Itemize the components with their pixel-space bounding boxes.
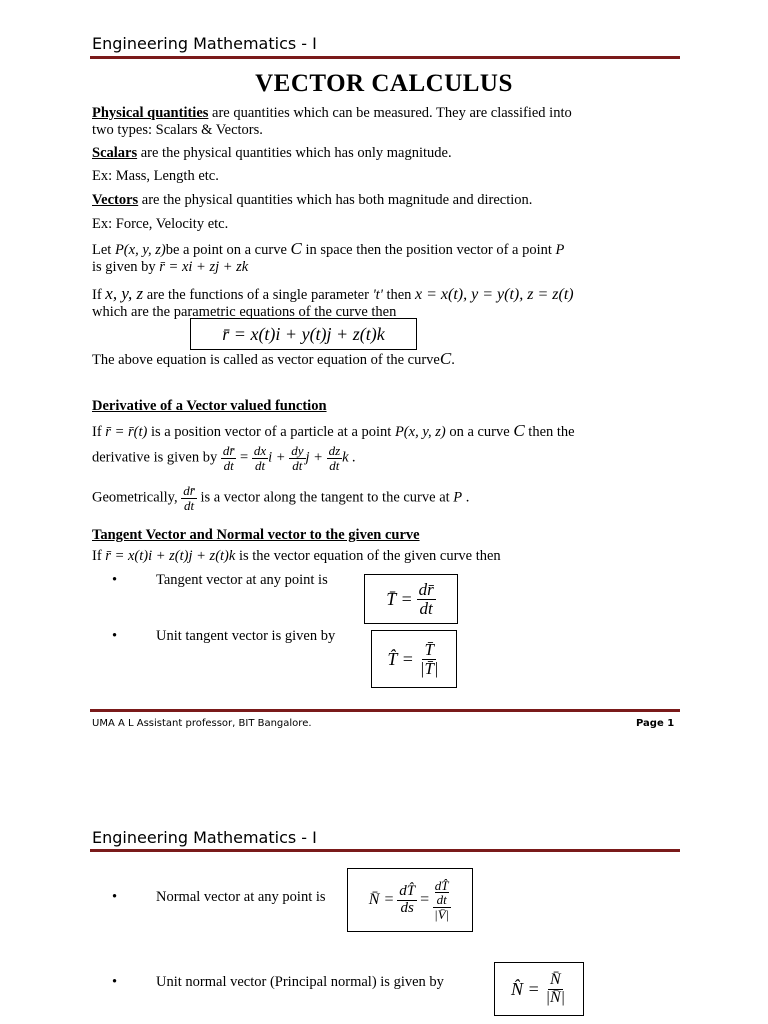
para-text: derivative is given by [92,449,218,466]
example-scalars: Ex: Mass, Length etc. [92,168,219,184]
math-point: P(x, y, z) [114,242,166,258]
frac-dT-ds [397,884,417,917]
page-header: Engineering Mathematics - I [92,34,317,53]
formula-lhs: N̂ = [510,978,540,999]
term-vectors: Vectors [92,192,139,208]
math-t: 't' [372,287,383,303]
math-curve: C [439,349,452,368]
para-position-vector [92,240,564,276]
heading-text: Tangent Vector and Normal vector to the given curve [92,527,420,543]
frac-n-over-abs-n [544,972,567,1007]
numerator: dT̂ [399,882,416,899]
para-text: If [92,287,106,303]
inner-numerator: dT̂ [434,877,449,893]
para-vectors [92,192,532,209]
bullet-dot: • [112,572,118,588]
para-text: is given by [92,259,160,275]
term-physical-quantities: Physical quantities [92,105,209,121]
formula-lhs: T̂ = [387,648,414,669]
math-point-p: P [453,489,463,506]
numerator: dy [291,443,304,458]
frac-t-over-abs-t [418,641,441,678]
denominator: |N̄| [545,988,566,1006]
denominator: dt [292,457,303,473]
para-text: . [451,352,455,368]
numerator: dx [253,443,267,458]
derivative-formula [92,444,356,472]
para-derivative [92,422,575,441]
heading-text: Derivative of a Vector valued function [92,398,327,414]
equals-sign: = [240,449,249,466]
para-text: are the physical quantities which has both magnitude and direction. [138,192,533,208]
para-text: are the physical quantities which has only magnitude. [137,145,452,161]
denominator: dt [329,457,340,473]
para-text: is a position vector of a particle at a point [147,424,395,440]
bullet-unit-normal [112,974,444,991]
para-geometric [92,484,469,512]
vector-equation: r̄ = x(t)i + y(t)j + z(t)k [222,324,385,344]
example-vectors: Ex: Force, Velocity etc. [92,216,229,232]
bullet-text: Unit tangent vector is given by [156,628,336,644]
para-text: The above equation is called as vector equation of the curve [92,352,440,368]
para-parametric [92,285,574,321]
frac-compound [432,879,451,922]
math-point-p: P [555,242,565,258]
unit-k: k . [342,449,356,466]
header-rule [90,56,680,59]
bullet-unit-tangent [112,628,335,645]
para-vector-equation [92,350,455,369]
denominator: dt [183,497,195,513]
frac-dz-dt [327,444,343,472]
footer-author: UMA A L Assistant professor, BIT Bangalore. [92,718,312,729]
bullet-dot: • [112,974,118,990]
numerator: T̄ [424,639,434,659]
denominator: ds [400,899,414,916]
para-text: on a curve [445,424,514,440]
inner-denominator: dt [436,892,447,908]
para-text: If [92,424,106,440]
bullet-text: Unit normal vector (Principal normal) is given by [156,974,444,990]
vector-equation-box [190,318,417,350]
math-position-vector: r̄ = xi + zj + zk [159,259,249,275]
frac-dx-dt [252,444,268,472]
section-heading-derivative [92,398,327,415]
para-text: Geometrically, [92,489,182,506]
numerator: dz [328,443,341,458]
numerator: N̄ [549,970,561,988]
section-heading-tangent [92,527,420,544]
bullet-text: Tangent vector at any point is [156,572,328,588]
term-scalars: Scalars [92,145,138,161]
math-r-of-t: r̄ = r̄(t) [105,424,148,440]
para-text: If [92,548,106,564]
para-scalars [92,145,452,162]
bullet-tangent-vector [112,572,328,589]
numerator: dr̄ [222,443,235,458]
normal-vector-box [347,868,473,932]
math-vector-eq: r̄ = x(t)i + z(t)j + z(t)k [105,548,236,564]
page2-header: Engineering Mathematics - I [92,828,317,847]
para-text: . [462,489,470,506]
math-parametric-eqs: x = x(t), y = y(t), z = z(t) [415,286,574,303]
formula-lhs: N̄ = [368,891,395,908]
para-physical-quantities [92,105,572,139]
denominator: |T̄| [419,658,439,678]
equals-sign: = [420,891,430,908]
footer-rule [90,709,680,712]
math-point: P(x, y, z) [394,424,446,440]
unit-normal-box [494,962,584,1016]
denominator: dt [254,457,266,473]
footer-page-number: Page 1 [636,718,675,729]
para-text: is a vector along the tangent to the curve at [200,489,454,506]
bullet-dot: • [112,628,118,644]
page-title: VECTOR CALCULUS [255,70,513,97]
para-text: is the vector equation of the given curve then [235,548,501,564]
para-text: are quantities which can be measured. They are classified into [208,105,572,121]
frac-dy-dt [289,444,305,472]
para-text: then [382,287,416,303]
unit-i: i + [268,449,286,466]
denominator: dt [223,457,234,473]
formula-lhs: T̄ = [386,588,413,609]
math-xyz: x, y, z [105,284,144,303]
frac-dr-dt [417,581,436,618]
tangent-vector-box [364,574,458,624]
numerator: dr̄ [418,579,434,599]
frac-dr-dt [181,484,197,512]
frac-dr-dt [221,444,237,472]
denominator: |V̄| [434,906,450,922]
compound-numerator [433,879,451,908]
unit-tangent-box [371,630,457,688]
para-text: be a point on a curve [165,242,291,258]
numerator: dr̄ [183,483,195,498]
bullet-text: Normal vector at any point is [156,889,326,905]
para-text: then the [524,424,575,440]
unit-j: j + [305,449,323,466]
para-text: which are the parametric equations of the curve then [92,304,397,320]
para-text: are the functions of a single parameter [143,287,373,303]
para-text: in space then the position vector of a point [301,242,556,258]
para-tangent-intro [92,548,501,565]
bullet-dot: • [112,889,118,905]
para-text: Let [92,242,115,258]
para-text: two types: Scalars & Vectors. [92,122,263,138]
denominator: dt [419,598,433,618]
math-curve: C [290,239,302,258]
page2-header-rule [90,849,680,852]
bullet-normal-vector [112,889,326,906]
math-curve: C [513,421,525,440]
